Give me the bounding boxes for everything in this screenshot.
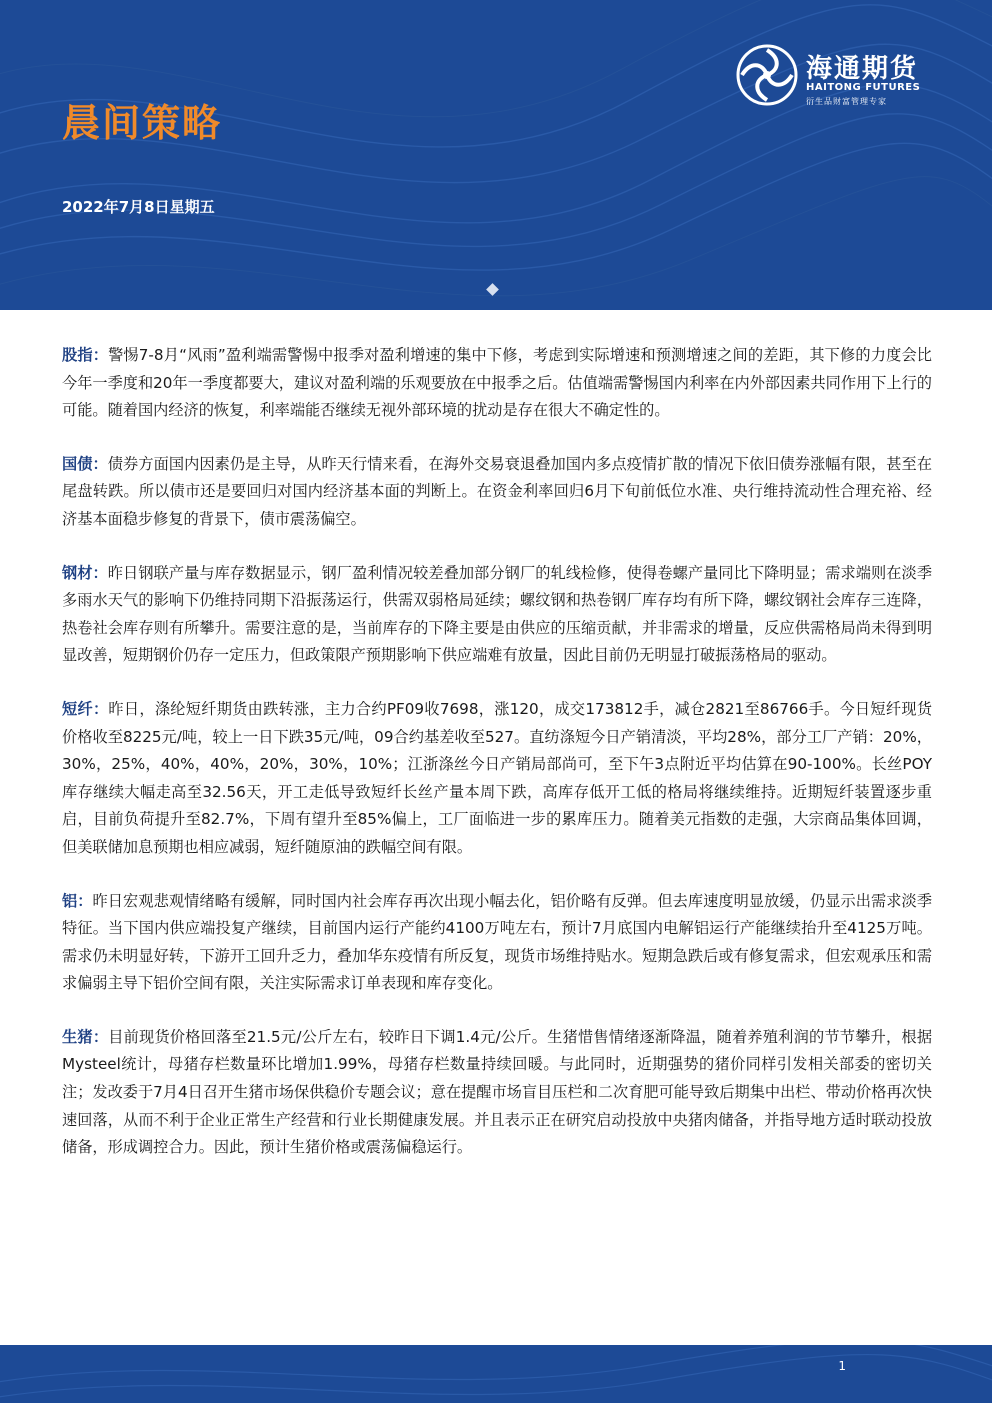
header-band — [0, 0, 992, 310]
page-title: 晨间策略 — [62, 100, 223, 145]
logo-tagline: 衍生品财富管理专家 — [806, 97, 887, 106]
footer-pattern — [0, 1345, 992, 1403]
section-treasury-bonds — [62, 451, 932, 534]
report-body — [62, 342, 932, 1188]
section-text: 债券方面国内因素仍是主导，从昨天行情来看，在海外交易衰退叠加国内多点疫情扩散的情况下依旧债券涨幅有限，甚至在尾盘转跌。所以债市还是要回归对国内经济基本面的判断上。在资金利率回归6月下旬前低位水准、央行维持流动性合理充裕、经济基本面稳步修复的背景下，债市震荡偏空。 — [62, 454, 933, 528]
section-label: 短纤： — [62, 699, 109, 718]
logo-english-name: HAITONG FUTURES — [806, 82, 921, 93]
report-date: 2022年7月8日星期五 — [62, 198, 215, 216]
page-number: 1 — [838, 1359, 846, 1373]
company-logo — [736, 44, 956, 108]
logo-chinese-name: 海通期货 — [806, 54, 919, 84]
section-label: 生猪： — [62, 1027, 109, 1046]
section-staple-fiber — [62, 696, 932, 862]
section-text: 昨日，涤纶短纤期货由跌转涨，主力合约PF09收7698，涨120，成交173812手，减仓2821至86766手。今日短纤现货价格收至8225元/吨，较上一日下跌35元/吨，09合约基差收至527。直纺涤短今日产销清淡，平均28%，部分工厂产销：20%，30%，25%，40%，40%，20%，30%，10%；江浙涤丝今日产销局部尚可，至下午3点附近平均估算在90-100%。长丝POY库存继续大幅走高至32.56天，开工走低导致短纤长丝产量本周下跌，高库存低开工低的格局将继续维持。近期短纤装置逐步重启，目前负荷提升至82.7%，下周有望升至85%偏上，工厂面临进一步的累库压力。随着美元指数的走强，大宗商品集体回调，但美联储加息预期也相应减弱，短纤随原油的跌幅空间有限。 — [62, 699, 933, 856]
section-text: 警惕7-8月“风雨”盈利端需警惕中报季对盈利增速的集中下修，考虑到实际增速和预测增速之间的差距，其下修的力度会比今年一季度和20年一季度都要大，建议对盈利端的乐观要放在中报季之后。估值端需警惕国内利率在内外部因素共同作用下上行的可能。随着国内经济的恢复，利率端能否继续无视外部环境的扰动是存在很大不确定性的。 — [62, 346, 932, 420]
section-live-hogs — [62, 1024, 932, 1162]
section-stock-index — [62, 342, 932, 425]
section-aluminum — [62, 888, 932, 998]
section-text: 目前现货价格回落至21.5元/公斤左右，较昨日下调1.4元/公斤。生猪惜售情绪逐渐降温，随着养殖利润的节节攀升，根据Mysteel统计，母猪存栏数量环比增加1.99%，母猪存栏数量持续回暖。与此同时，近期强势的猪价同样引发相关部委的密切关注；发改委于7月4日召开生猪市场保供稳价专题会议；意在提醒市场盲目压栏和二次育肥可能导致后期集中出栏、带动价格再次快速回落，从而不利于企业正常生产经营和行业长期健康发展。并且表示正在研究启动投放中央猪肉储备，并指导地方适时联动投放储备，形成调控合力。因此，预计生猪价格或震荡偏稳运行。 — [62, 1027, 933, 1157]
footer-band — [0, 1345, 992, 1403]
section-text: 昨日钢联产量与库存数据显示，钢厂盈利情况较差叠加部分钢厂的轧线检修，使得卷螺产量同比下降明显；需求端则在淡季多雨水天气的影响下仍维持同期下沿振荡运行，供需双弱格局延续；螺纹钢和热卷钢厂库存均有所下降，螺纹钢社会库存三连降，热卷社会库存则有所攀升。需要注意的是，当前库存的下降主要是由供应的压缩贡献，并非需求的增量，反应供需格局尚未得到明显改善，短期钢价仍存一定压力，但政策限产预期影响下供应端难有放量，因此目前仍无明显打破振荡格局的驱动。 — [62, 563, 933, 665]
section-text: 昨日宏观悲观情绪略有缓解，同时国内社会库存再次出现小幅去化，铝价略有反弹。但去库速度明显放缓，仍显示出需求淡季特征。当下国内供应端投复产继续，目前国内运行产能约4100万吨左右，预计7月底国内电解铝运行产能继续抬升至4125万吨。需求仍未明显好转，下游开工回升乏力，叠加华东疫情有所反复，现货市场维持贴水。短期急跌后或有修复需求，但宏观承压和需求偏弱主导下铝价空间有限，关注实际需求订单表现和库存变化。 — [62, 891, 933, 993]
section-label: 铝： — [62, 891, 93, 910]
section-label: 钢材： — [62, 563, 108, 582]
section-label: 国债： — [62, 454, 108, 473]
section-label: 股指： — [62, 346, 109, 364]
logo-mark-icon — [736, 44, 798, 106]
section-steel — [62, 560, 932, 670]
